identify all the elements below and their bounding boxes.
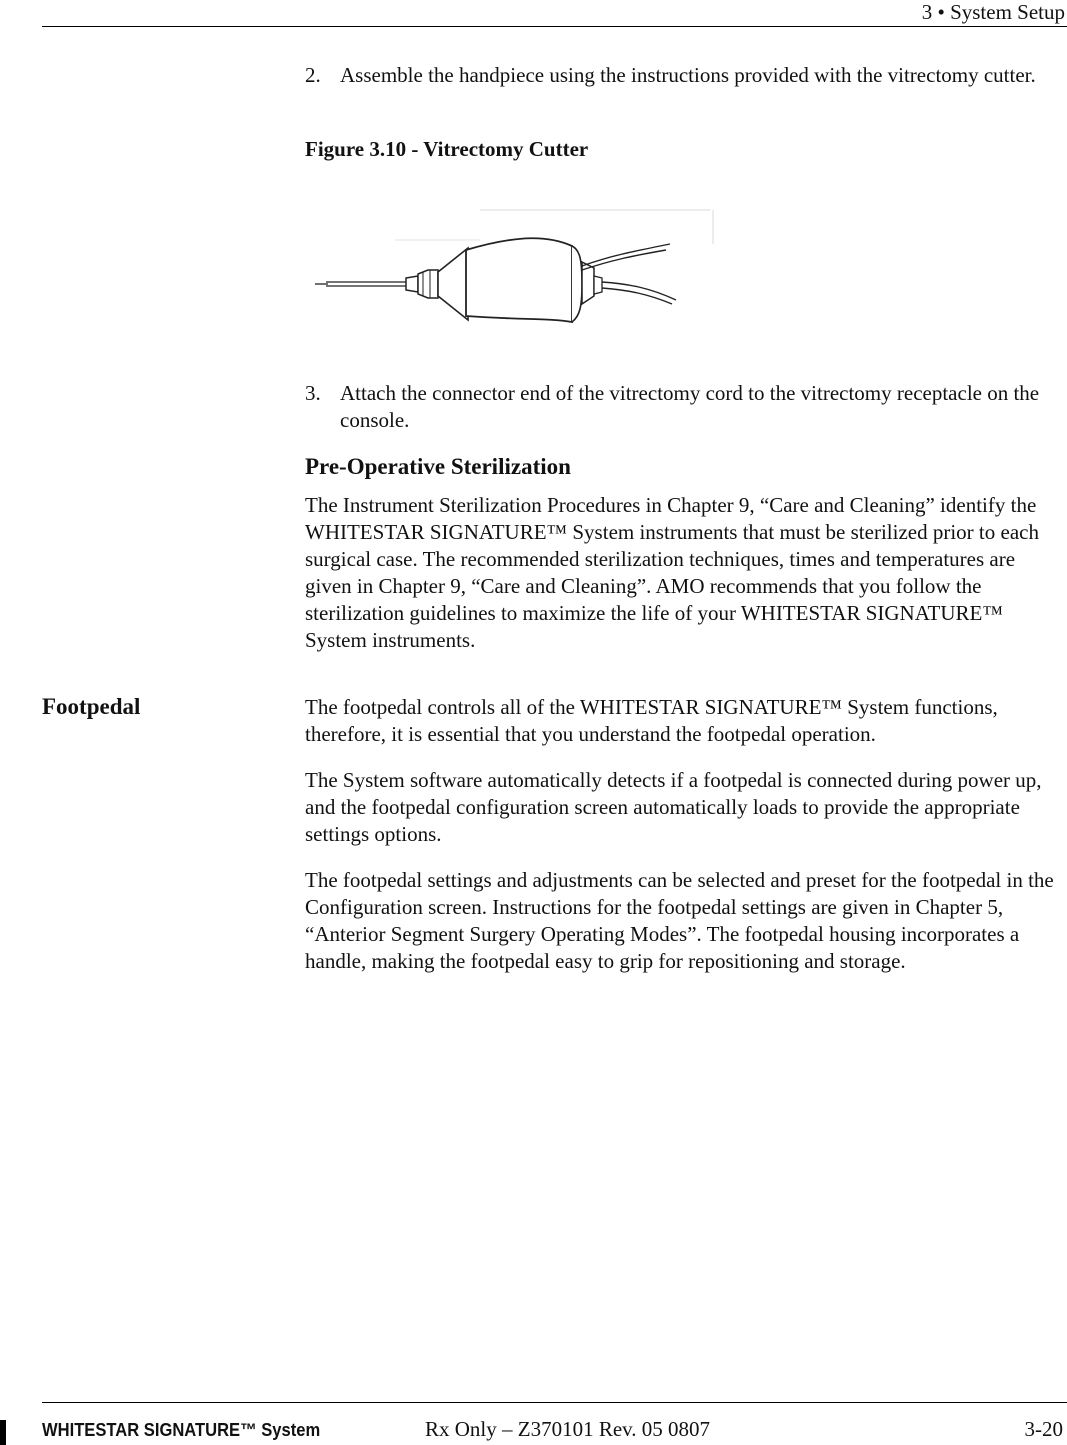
step-2 [305,62,1063,89]
vitrectomy-cutter-icon [310,200,720,330]
footer-rule [42,1402,1067,1403]
step-number: 2. [305,63,321,87]
footpedal-heading: Footpedal [42,694,141,719]
footer-bar-marker [0,1420,6,1445]
step-3 [305,380,1063,434]
footpedal-paragraph: The footpedal settings and adjustments can be selected and preset for the footpedal in the Configuration screen. Instructions for the footpedal settings are given in Chapter 5, “Anterior Segment Surgery Operating Modes”. The footpedal housing incorporates a handle, making the footpedal easy to grip for repositioning and storage. [305,868,1054,973]
footer-product-name: WHITESTAR SIGNATURE™ System [42,1420,321,1440]
step-text: Assemble the handpiece using the instructions provided with the vitrectomy cutter. [340,63,1036,87]
footer-document-number: Rx Only – Z370101 Rev. 05 0807 [425,1417,711,1441]
sterilization-paragraph: The Instrument Sterilization Procedures in Chapter 9, “Care and Cleaning” identify the WHITESTAR SIGNATURE™ System instruments that must be sterilized prior to each surgical case. The recommended sterilization techniques, times and temperatures are given in Chapter 9, “Care and Cleaning”. AMO recommends that you follow the sterilization guidelines to maximize the life of your WHITESTAR SIGNATURE™ System instruments. [305,493,1039,652]
footpedal-paragraph: The System software automatically detects if a footpedal is connected during power up, and the footpedal configuration screen automatically loads to provide the appropriate settings options. [305,768,1042,846]
footer-page-number: 3-20 [1024,1417,1063,1441]
running-header: 3 • System Setup [921,0,1065,24]
header-rule [42,26,1067,27]
step-text: Attach the connector end of the vitrectomy cord to the vitrectomy receptacle on the console. [340,381,1040,432]
figure-caption: Figure 3.10 - Vitrectomy Cutter [305,137,589,161]
vitrectomy-cutter-figure [310,200,720,330]
footpedal-paragraph: The footpedal controls all of the WHITESTAR SIGNATURE™ System functions, therefore, it is essential that you understand the footpedal operation. [305,695,998,746]
step-number: 3. [305,381,321,405]
sterilization-heading: Pre-Operative Sterilization [305,454,571,479]
